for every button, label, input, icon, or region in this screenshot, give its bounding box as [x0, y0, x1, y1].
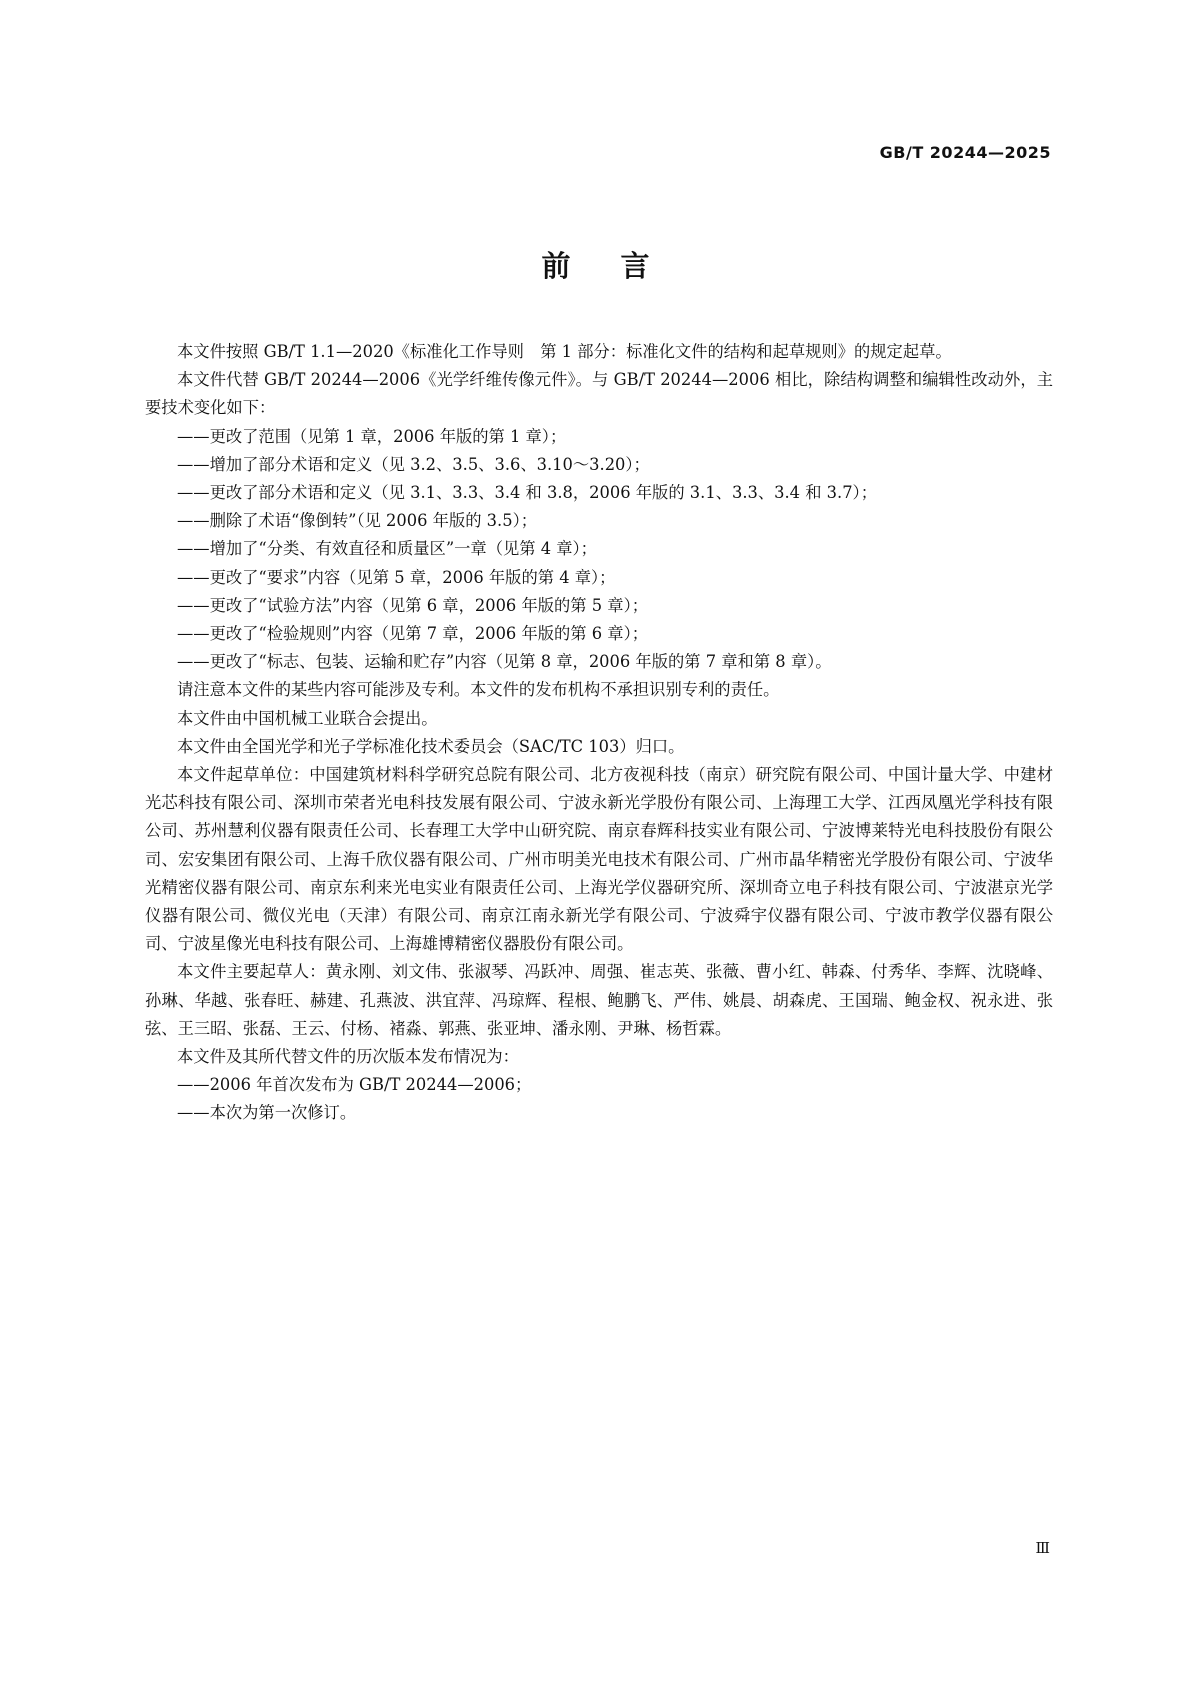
page-title: 前言 [541, 249, 700, 283]
change-item: ——更改了范围（见第 1 章，2006 年版的第 1 章）； [177, 426, 567, 446]
page-number: Ⅲ [1035, 1539, 1050, 1557]
document-body [145, 338, 1053, 1128]
change-item: ——删除了术语“像倒转”（见 2006 年版的 3.5）； [177, 511, 537, 531]
history-item: ——2006 年首次发布为 GB/T 20244—2006； [177, 1075, 532, 1095]
paragraph-drafters: 本文件主要起草人：黄永刚、刘文伟、张淑琴、冯跃冲、周强、崔志英、张薇、曹小红、韩森、付秀华、李辉、沈晓峰、孙琳、华越、张春旺、赫建、孔燕波、洪宜萍、冯琼辉、程根、鲍鹏飞、严伟、姚晨、胡森虎、王国瑞、鲍金权、祝永进、张弦、王三昭、张磊、王云、付杨、褚淼、郭燕、张亚坤、潘永刚、尹琳、杨哲霖。 [145, 962, 1053, 1038]
change-item: ——增加了“分类、有效直径和质量区”一章（见第 4 章）； [177, 539, 597, 559]
paragraph-patent-notice: 请注意本文件的某些内容可能涉及专利。本文件的发布机构不承担识别专利的责任。 [177, 680, 780, 700]
paragraph-drafting-units: 本文件起草单位：中国建筑材料科学研究总院有限公司、北方夜视科技（南京）研究院有限公司、中国计量大学、中建材光芯科技有限公司、深圳市荣者光电科技发展有限公司、宁波永新光学股份有限公司、上海理工大学、江西凤凰光学科技有限公司、苏州慧利仪器有限责任公司、长春理工大学中山研究院、南京春辉科技实业有限公司、宁波博莱特光电科技股份有限公司、宏安集团有限公司、上海千欣仪器有限公司、广州市明美光电技术有限公司、广州市晶华精密光学股份有限公司、宁波华光精密仪器有限公司、南京东利来光电实业有限责任公司、上海光学仪器研究所、深圳奇立电子科技有限公司、宁波湛京光学仪器有限公司、微仪光电（天津）有限公司、南京江南永新光学有限公司、宁波舜宇仪器有限公司、宁波市教学仪器有限公司、宁波星像光电科技有限公司、上海雄博精密仪器股份有限公司。 [145, 765, 1053, 954]
paragraph-proposed-by: 本文件由中国机械工业联合会提出。 [177, 708, 438, 728]
history-item: ——本次为第一次修订。 [177, 1103, 357, 1123]
paragraph-replaces: 本文件代替 GB/T 20244—2006《光学纤维传像元件》。与 GB/T 20244—2006 相比，除结构调整和编辑性改动外，主要技术变化如下： [145, 370, 1053, 418]
change-item: ——更改了“要求”内容（见第 5 章，2006 年版的第 4 章）； [177, 567, 616, 587]
change-item: ——更改了“标志、包装、运输和贮存”内容（见第 8 章，2006 年版的第 7 章和第 8 章）。 [177, 652, 832, 672]
change-item: ——增加了部分术语和定义（见 3.2、3.5、3.6、3.10～3.20）； [177, 454, 650, 474]
paragraph-drafting-rules: 本文件按照 GB/T 1.1—2020《标准化工作导则 第 1 部分：标准化文件的结构和起草规则》的规定起草。 [177, 342, 952, 361]
change-item: ——更改了部分术语和定义（见 3.1、3.3、3.4 和 3.8，2006 年版的 3.1、3.3、3.4 和 3.7）； [177, 483, 877, 503]
paragraph-centralized-by: 本文件由全国光学和光子学标准化技术委员会（SAC/TC 103）归口。 [177, 736, 685, 756]
paragraph-history-intro: 本文件及其所代替文件的历次版本发布情况为： [177, 1047, 519, 1067]
standard-code: GB/T 20244—2025 [879, 143, 1051, 162]
change-item: ——更改了“试验方法”内容（见第 6 章，2006 年版的第 5 章）； [177, 595, 649, 615]
change-item: ——更改了“检验规则”内容（见第 7 章，2006 年版的第 6 章）； [177, 624, 649, 644]
